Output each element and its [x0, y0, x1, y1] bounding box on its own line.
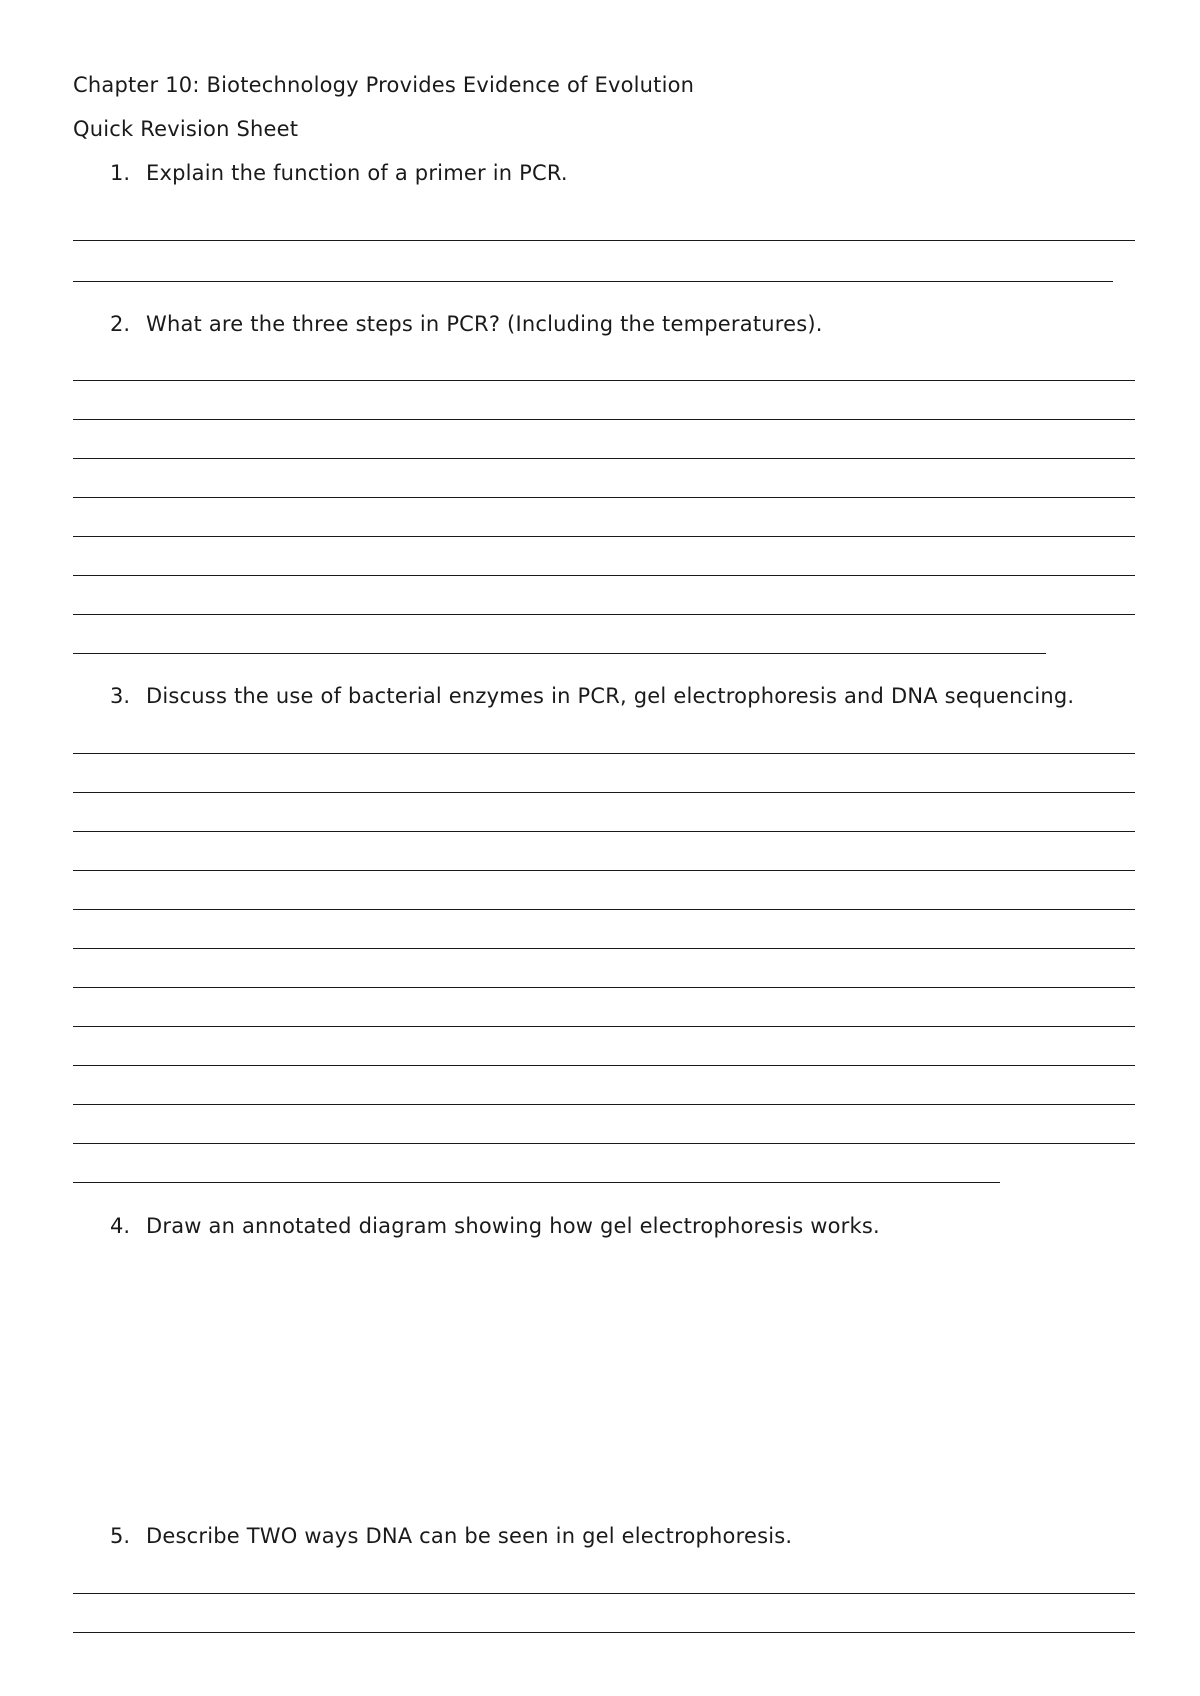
answer-line[interactable] [73, 240, 1135, 241]
diagram-area[interactable] [73, 1250, 1135, 1500]
question-number: 5. [110, 1524, 131, 1548]
answer-line[interactable] [73, 948, 1135, 949]
answer-line[interactable] [73, 1182, 1000, 1183]
answer-line[interactable] [73, 575, 1135, 576]
answer-line[interactable] [73, 380, 1135, 381]
question-number: 2. [110, 312, 131, 336]
answer-line[interactable] [73, 1632, 1135, 1633]
question-text: Explain the function of a primer in PCR. [146, 161, 568, 185]
question-text: What are the three steps in PCR? (Including the temperatures). [146, 312, 823, 336]
answer-line[interactable] [73, 1104, 1135, 1105]
answer-line[interactable] [73, 419, 1135, 420]
answer-line[interactable] [73, 1026, 1135, 1027]
answer-line[interactable] [73, 281, 1113, 282]
question-number: 1. [110, 161, 131, 185]
answer-line[interactable] [73, 536, 1135, 537]
question-text: Describe TWO ways DNA can be seen in gel electrophoresis. [146, 1524, 793, 1548]
question-text: Discuss the use of bacterial enzymes in PCR, gel electrophoresis and DNA sequencing. [146, 684, 1075, 708]
answer-line[interactable] [73, 458, 1135, 459]
answer-line[interactable] [73, 1593, 1135, 1594]
answer-line[interactable] [73, 1143, 1135, 1144]
question-number: 3. [110, 684, 131, 708]
answer-line[interactable] [73, 753, 1135, 754]
answer-line[interactable] [73, 909, 1135, 910]
answer-line[interactable] [73, 1065, 1135, 1066]
page-subtitle: Quick Revision Sheet [73, 117, 299, 141]
answer-line[interactable] [73, 614, 1135, 615]
answer-line[interactable] [73, 831, 1135, 832]
answer-line[interactable] [73, 987, 1135, 988]
question-number: 4. [110, 1214, 131, 1238]
question-text: Draw an annotated diagram showing how gel electrophoresis works. [146, 1214, 880, 1238]
answer-line[interactable] [73, 792, 1135, 793]
answer-line[interactable] [73, 870, 1135, 871]
answer-line[interactable] [73, 497, 1135, 498]
answer-line[interactable] [73, 653, 1046, 654]
page-title: Chapter 10: Biotechnology Provides Evidence of Evolution [73, 73, 695, 97]
